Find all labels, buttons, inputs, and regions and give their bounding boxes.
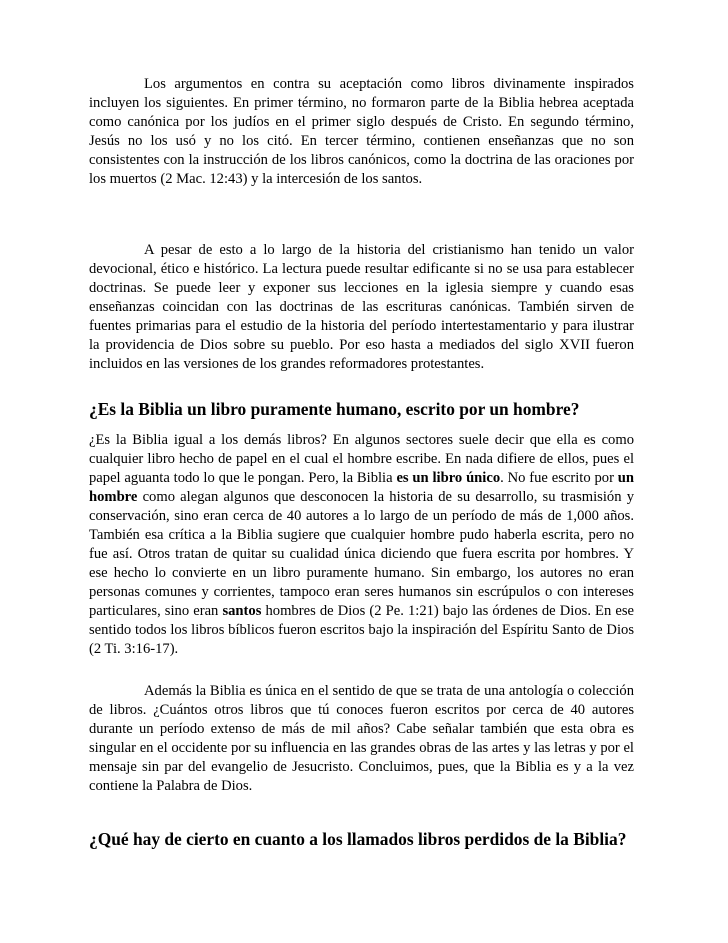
text-segment: como alegan algunos que desconocen la historia de su desarrollo, su trasmisión y conservación, sino eran cerca de 40 autores a lo largo de un período de más de 1,000 años. También esa crítica a la Biblia sugiere que cualquier hombre pudo haberla escrita, pero no fue así. Otros tratan de quitar su cualidad única diciendo que fuera escrita por hombres. Y ese hecho lo convierte en un libro puramente humano. Sin embargo, los autores no eran personas comunes y corrientes, tampoco eran seres humanos sin escrúpulos o con intereses particulares, sino eran bbox=[89, 489, 634, 619]
heading-bible-human-book: ¿Es la Biblia un libro puramente humano, escrito por un hombre? bbox=[89, 399, 580, 419]
paragraph-bible-unique bbox=[89, 431, 634, 659]
text-segment: ¿Es la Biblia igual a los demás libros? En algunos sectores suele decir que ella es como cualquier libro hecho de papel en el cual el hombre escribe. En nada difiere de ellos, pues el papel aguanta todo lo que le pongan. Pero, la Biblia bbox=[89, 432, 634, 486]
emphasis-unique-book: es un libro único bbox=[396, 470, 501, 486]
emphasis-holy: santos bbox=[222, 603, 262, 619]
heading-lost-books: ¿Qué hay de cierto en cuanto a los llamados libros perdidos de la Biblia? bbox=[89, 829, 627, 849]
text-segment: . No fue escrito por bbox=[500, 470, 618, 486]
text-segment: hombres de Dios (2 Pe. 1:21) bajo las órdenes de Dios. En ese sentido todos los libros bíblicos fueron escritos bajo la inspiración del Espíritu Santo de Dios (2 Ti. 3:16-17). bbox=[89, 603, 635, 657]
emphasis-one-man: un hombre bbox=[89, 470, 634, 505]
paragraph-apocrypha-arguments: Los argumentos en contra su aceptación como libros divinamente inspirados incluyen los siguientes. En primer término, no formaron parte de la Biblia hebrea aceptada como canónica por los judíos en el primer siglo después de Cristo. En segundo término, Jesús no los usó y no los citó. En tercer término, contienen enseñanzas que no son consistentes con la instrucción de los libros canónicos, como la doctrina de las oraciones por los muertos (2 Mac. 12:43) y la intercesión de los santos. bbox=[89, 76, 634, 187]
paragraph-devotional-value: A pesar de esto a lo largo de la historia del cristianismo han tenido un valor devocional, ético e histórico. La lectura puede resultar edificante si no se usa para establecer doctrinas. Se puede leer y exponer sus lecciones en la iglesia siempre y cuando esas enseñanzas coincidan con las doctrinas de las escrituras canónicas. También sirven de fuentes primarias para el estudio de la historia del período intertestamentario y para ilustrar la providencia de Dios sobre su pueblo. Por eso hasta a mediados del siglo XVII fueron incluidos en las versiones de los grandes reformadores protestantes. bbox=[89, 242, 634, 372]
paragraph-anthology: Además la Biblia es única en el sentido de que se trata de una antología o colección de libros. ¿Cuántos otros libros que tú conoces fueron escritos por cerca de 40 autores durante un período extenso de más de mil años? Cabe señalar también que esta obra es singular en el occidente por su influencia en las grandes obras de las artes y las letras y por el mensaje sin par del evangelio de Jesucristo. Concluimos, pues, que la Biblia es y a la vez contiene la Palabra de Dios. bbox=[89, 683, 634, 794]
document-page bbox=[89, 0, 634, 943]
